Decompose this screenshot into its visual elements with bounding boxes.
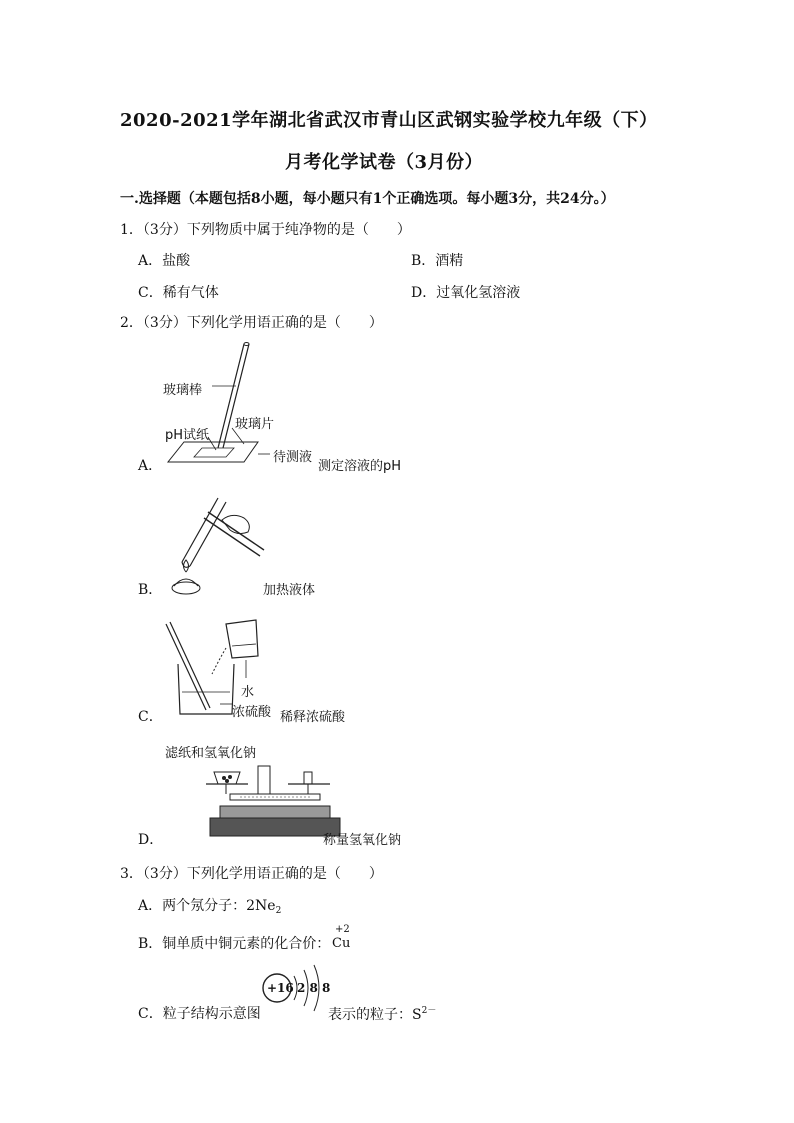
q3-option-b-text: B．铜单质中铜元素的化合价： <box>138 936 331 952</box>
heating-liquid-diagram <box>160 490 270 580</box>
ph-test-diagram <box>158 340 358 470</box>
atom-nucleus-label: +16 <box>267 981 294 995</box>
q1-option-d[interactable]: D．过氧化氢溶液 <box>411 285 521 301</box>
q2-stem: 2．（3分）下列化学用语正确的是（ ） <box>120 315 383 331</box>
q3-option-b-symbol: Cu <box>332 936 351 951</box>
q1-stem: 1．（3分）下列物质中属于纯净物的是（ ） <box>120 222 411 238</box>
q2-option-a-letter[interactable]: A． <box>138 458 163 474</box>
q3-option-a[interactable] <box>138 895 281 916</box>
q2-option-c-letter[interactable]: C． <box>138 709 163 725</box>
q3-option-b[interactable] <box>138 933 330 953</box>
section-heading: 一.选择题（本题包括8小题，每小题只有1个正确选项。每小题3分，共24分。） <box>120 191 615 207</box>
label-test-liquid: 待测液 <box>273 450 313 465</box>
label-conc-acid: 浓硫酸 <box>232 705 272 720</box>
q3-option-a-subscript: 2 <box>275 906 282 916</box>
label-water: 水 <box>241 685 255 700</box>
q3-option-c-text: C．粒子结构示意图 <box>138 1006 261 1022</box>
atom-shell-electrons: 2 8 8 <box>297 981 331 995</box>
q3-option-c-after-text: 表示的粒子：S <box>328 1007 422 1023</box>
q3-option-c[interactable] <box>138 1003 261 1023</box>
q1-option-b[interactable]: B．酒精 <box>411 253 464 269</box>
q2-option-d-letter[interactable]: D． <box>138 832 164 848</box>
q3-option-a-text: A．两个氖分子：2Ne <box>138 898 276 914</box>
q2-option-d-caption: 称量氢氧化钠 <box>323 833 402 848</box>
q2-option-a-caption: 测定溶液的pH <box>318 459 402 474</box>
label-glass-plate: 玻璃片 <box>235 417 275 432</box>
q3-option-c-after <box>328 1003 436 1024</box>
q2-option-c-caption: 稀释浓硫酸 <box>280 710 346 725</box>
page-title-line1: 2020-2021学年湖北省武汉市青山区武钢实验学校九年级（下） <box>120 110 658 131</box>
q3-option-c-superscript: 2－ <box>421 1006 437 1016</box>
q3-stem: 3．（3分）下列化学用语正确的是（ ） <box>120 866 383 882</box>
page-title-line2: 月考化学试卷（3月份） <box>285 152 484 173</box>
q3-option-b-valence: +2 <box>335 924 350 935</box>
label-filter-paper-naoh: 滤纸和氢氧化钠 <box>165 746 257 761</box>
q1-option-c[interactable]: C．稀有气体 <box>138 285 219 301</box>
q2-option-b-caption: 加热液体 <box>263 583 316 598</box>
q1-option-a[interactable]: A．盐酸 <box>138 253 191 269</box>
q2-option-b-letter[interactable]: B． <box>138 582 163 598</box>
label-ph-paper: pH试纸 <box>165 428 210 443</box>
label-glass-rod: 玻璃棒 <box>163 383 203 398</box>
balance-diagram <box>200 760 350 840</box>
